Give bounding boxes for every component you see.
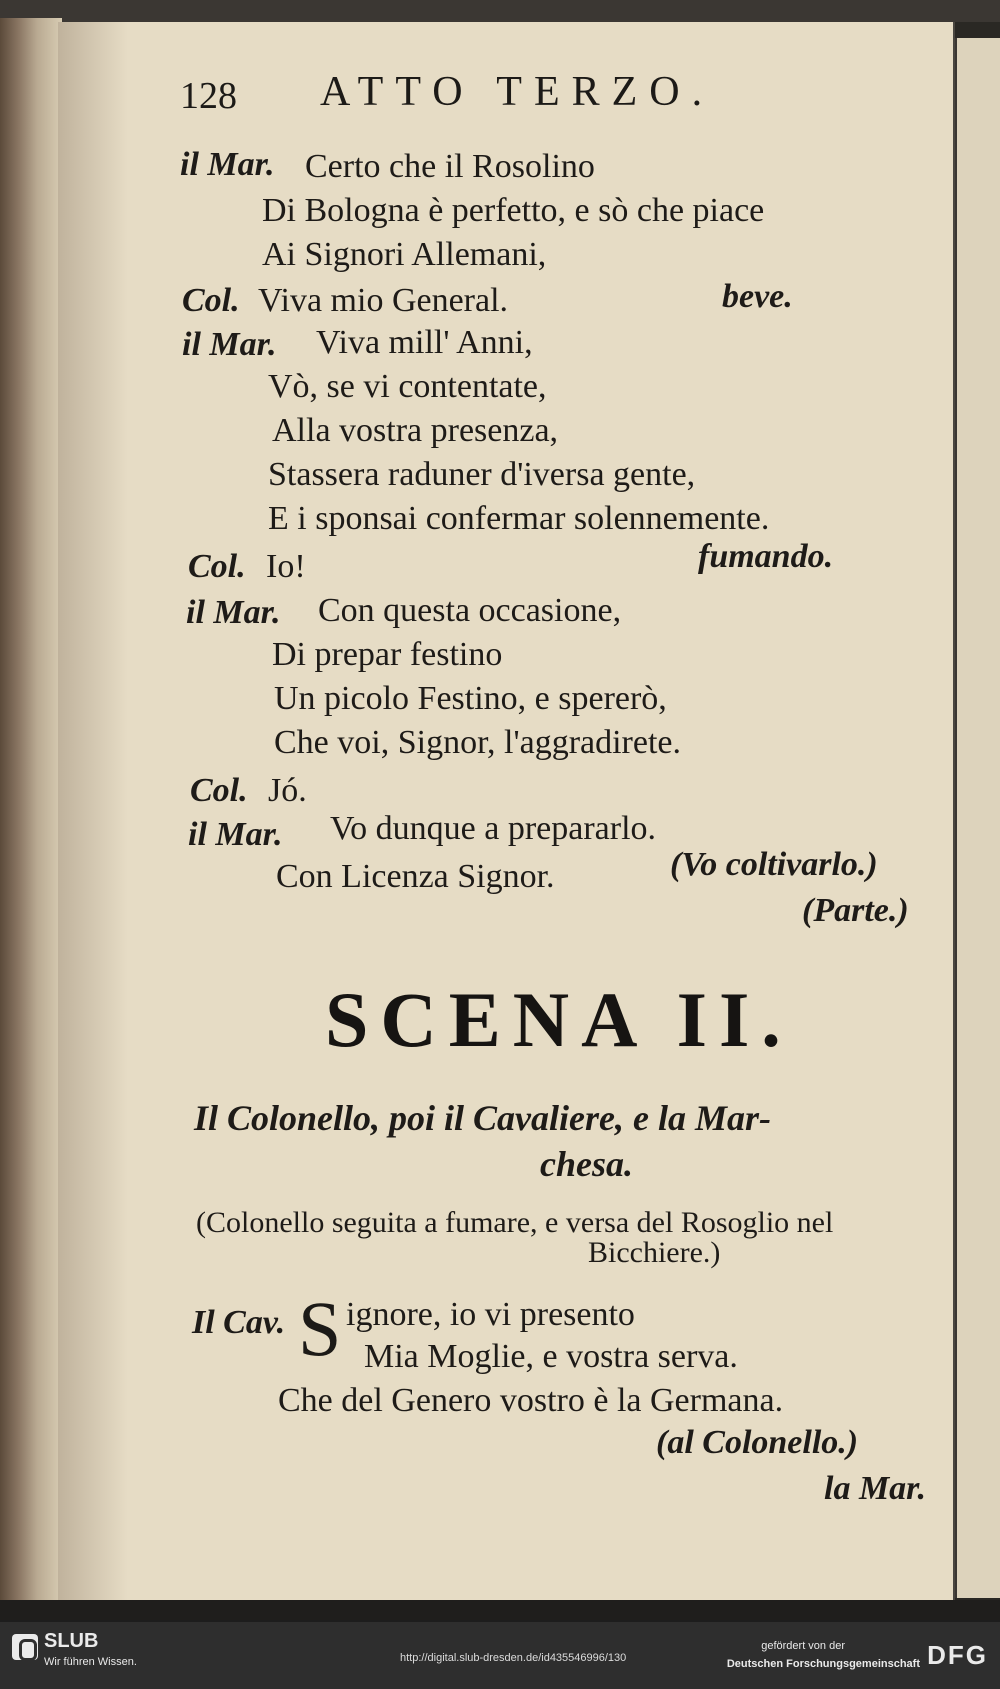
verse-line: Alla vostra presenza, [272,412,559,449]
verse-line: Vo dunque a prepararlo. [330,810,657,847]
verse-line: Di Bologna è perfetto, e sò che piace [262,192,765,229]
catchword: la Mar. [824,1470,927,1507]
book-spine [0,18,62,1620]
stage-direction: beve. [722,278,793,315]
verse-line: Stassera raduner d'iversa gente, [268,456,696,493]
verse-line: Certo che il Rosolino [305,148,595,185]
funder-name: Deutschen Forschungsgemeinschaft [726,1658,920,1670]
verse-line: Ai Signori Allemani, [262,236,547,273]
library-name: SLUB [44,1630,99,1652]
verse-line: Con Licenza Signor. [276,858,555,895]
stage-direction: (Parte.) [802,892,909,929]
speaker-label: Col. [188,548,246,585]
verse-line: Viva mio General. [258,282,509,319]
verse-line: Vò, se vi contentate, [268,368,547,405]
speaker-label: Il Cav. [192,1304,286,1341]
page-number: 128 [180,75,237,117]
stage-direction: (Colonello seguita a fumare, e versa del Rosoglio nel [196,1206,834,1239]
verse-line: Che voi, Signor, l'aggradirete. [274,724,682,761]
verse-line: Con questa occasione, [318,592,622,629]
speaker-label: il Mar. [186,594,281,631]
verse-line: Un picolo Festino, e spererò, [274,680,667,717]
speaker-label: il Mar. [182,326,277,363]
stage-direction: fumando. [698,538,834,575]
verse-line: E i sponsai confermar solennemente. [268,500,770,537]
verse-line: Di prepar festino [272,636,503,673]
permalink[interactable]: http://digital.slub-dresden.de/id435546996/130 [400,1652,627,1664]
stage-direction: Bicchiere.) [588,1236,721,1269]
scene-characters: Il Colonello, poi il Cavaliere, e la Mar- [194,1098,771,1138]
scan-top-edge [0,0,1000,22]
speaker-label: il Mar. [180,146,275,183]
page-header [120,60,880,120]
verse-line: Mia Moglie, e vostra serva. [364,1338,738,1375]
dfg-logo: DFG [927,1640,988,1670]
stage-direction: (al Colonello.) [656,1424,859,1461]
verse-line: Che del Genero vostro è la Germana. [278,1382,784,1419]
running-title: ATTO TERZO. [320,69,715,115]
verse-line: ignore, io vi presento [346,1296,635,1333]
speaker-label: Col. [190,772,248,809]
library-tagline: Wir führen Wissen. [44,1656,137,1668]
verse-line: Io! [266,548,306,585]
scan-bottom-edge [0,1600,1000,1620]
stage-direction: (Vo coltivarlo.) [670,846,878,883]
verse-line: Viva mill' Anni, [316,324,533,361]
scene-characters-cont: chesa. [540,1144,633,1184]
verse-line: Jó. [268,772,307,809]
speaker-label: il Mar. [188,816,283,853]
funding-note: gefördert von der [761,1640,845,1652]
scene-heading: SCENA II. [325,976,793,1063]
slub-logo-icon [12,1634,38,1660]
viewer-footer [0,1622,1000,1689]
speaker-label: Col. [182,282,240,319]
drop-cap: S [298,1285,342,1372]
adjacent-page-edge [955,38,1000,1598]
